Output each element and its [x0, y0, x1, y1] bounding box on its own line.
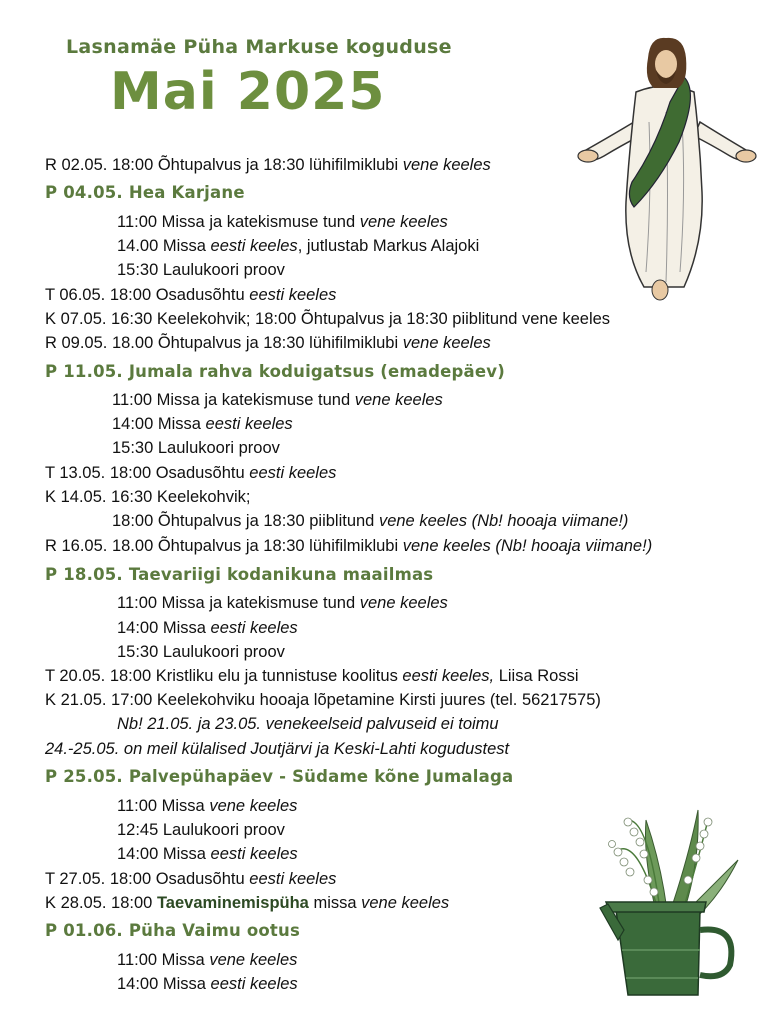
entry-post: Liisa Rossi	[494, 667, 579, 685]
schedule-entry	[117, 714, 499, 734]
schedule-entry	[117, 844, 298, 864]
schedule-entry	[117, 974, 298, 994]
entry-pre: 14.00 Missa	[117, 237, 211, 255]
page-title: Mai 2025	[110, 62, 386, 122]
entry-pre: 18:00 Õhtupalvus ja 18:30 piiblitund	[112, 512, 379, 530]
entry-pre: 14:00 Missa	[117, 619, 211, 637]
entry-post: , jutlustab Markus Alajoki	[297, 237, 480, 255]
lily-of-the-valley-watering-can	[588, 800, 748, 1000]
schedule-entry	[45, 487, 250, 507]
entry-pre: T 20.05. 18:00 Kristliku elu ja tunnistuse koolitus	[45, 667, 403, 685]
schedule-entry	[45, 309, 610, 329]
entry-it: eesti keeles	[210, 845, 298, 863]
header-subtitle: Lasnamäe Püha Markuse koguduse	[66, 36, 452, 58]
entry-pre: 12:45 Laulukoori proov	[117, 821, 285, 839]
sunday-heading: P 01.06. Püha Vaimu ootus	[45, 921, 300, 940]
schedule-entry	[112, 390, 443, 410]
entry-pre: 15:30 Laulukoori proov	[112, 439, 280, 457]
entry-it: eesti keeles	[210, 237, 298, 255]
entry-it: vene keeles	[402, 156, 491, 174]
entry-it: eesti keeles	[210, 975, 298, 993]
entry-it: vene keeles (Nb! hooaja viimane!)	[378, 512, 629, 530]
entry-pre: 14:00 Missa	[117, 975, 211, 993]
entry-bold: Taevaminemispüha	[156, 894, 309, 912]
entry-pre: K 14.05. 16:30 Keelekohvik;	[45, 488, 251, 506]
entry-it: eesti keeles	[249, 286, 337, 304]
entry-pre: R 09.05. 18.00 Õhtupalvus ja 18:30 lühifilmiklubi	[45, 334, 403, 352]
sunday-heading: P 18.05. Taevariigi kodanikuna maailmas	[45, 565, 434, 584]
schedule-entry	[45, 285, 336, 305]
entry-it: 24.-25.05. on meil külalised Joutjärvi ja Keski-Lahti kogudustest	[45, 740, 510, 758]
jesus-illustration	[574, 32, 760, 307]
entry-it: vene keeles (Nb! hooaja viimane!)	[402, 537, 653, 555]
schedule-entry	[117, 950, 297, 970]
sunday-heading: P 11.05. Jumala rahva koduigatsus (emadepäev)	[45, 362, 505, 381]
schedule-entry	[117, 618, 298, 638]
schedule-entry	[45, 155, 491, 175]
schedule-entry	[117, 212, 448, 232]
schedule-entry	[45, 463, 336, 483]
schedule-entry	[112, 511, 628, 531]
schedule-entry	[117, 642, 285, 662]
entry-it: eesti keeles	[249, 464, 337, 482]
schedule-entry	[45, 690, 601, 710]
schedule-entry	[112, 438, 280, 458]
entry-pre: 11:00 Missa	[117, 797, 210, 815]
entry-pre: 11:00 Missa	[117, 951, 210, 969]
schedule-entry	[45, 739, 509, 759]
schedule-entry	[45, 536, 652, 556]
schedule-entry	[45, 893, 449, 913]
entry-it: Nb! 21.05. ja 23.05. venekeelseid palvuseid ei toimu	[117, 715, 499, 733]
entry-pre: R 02.05. 18:00 Õhtupalvus ja 18:30 lühifilmiklubi	[45, 156, 403, 174]
schedule-entry	[45, 333, 491, 353]
schedule-entry	[45, 869, 336, 889]
entry-pre: R 16.05. 18.00 Õhtupalvus ja 18:30 lühifilmiklubi	[45, 537, 403, 555]
entry-it: vene keeles	[359, 213, 448, 231]
entry-it: eesti keeles	[205, 415, 293, 433]
entry-pre: 15:30 Laulukoori proov	[117, 643, 285, 661]
schedule-entry	[117, 260, 285, 280]
sunday-heading: P 25.05. Palvepühapäev - Südame kõne Jumalaga	[45, 767, 514, 786]
entry-pre: T 06.05. 18:00 Osadusõhtu	[45, 286, 250, 304]
entry-it: vene keeles	[361, 894, 450, 912]
schedule-entry	[112, 414, 293, 434]
schedule-entry	[117, 820, 285, 840]
entry-it: eesti keeles	[210, 619, 298, 637]
entry-pre: 15:30 Laulukoori proov	[117, 261, 285, 279]
entry-it: vene keeles	[402, 334, 491, 352]
entry-pre: 14:00 Missa	[117, 845, 211, 863]
entry-pre: 14:00 Missa	[112, 415, 206, 433]
entry-it: eesti keeles,	[402, 667, 495, 685]
entry-it: vene keeles	[209, 797, 298, 815]
entry-pre: K 21.05. 17:00 Keelekohviku hooaja lõpetamine Kirsti juures (tel. 56217575)	[45, 691, 601, 709]
entry-pre: 11:00 Missa ja katekismuse tund	[117, 594, 360, 612]
schedule-entry	[117, 796, 297, 816]
sunday-heading: P 04.05. Hea Karjane	[45, 183, 245, 202]
entry-pre: K 28.05. 18:00	[45, 894, 157, 912]
entry-pre: T 13.05. 18:00 Osadusõhtu	[45, 464, 250, 482]
entry-it: vene keeles	[209, 951, 298, 969]
schedule-entry	[117, 593, 448, 613]
entry-it: vene keeles	[359, 594, 448, 612]
schedule-entry	[117, 236, 479, 256]
entry-pre: K 07.05. 16:30 Keelekohvik; 18:00 Õhtupalvus ja 18:30 piiblitund vene keeles	[45, 310, 611, 328]
entry-pre: T 27.05. 18:00 Osadusõhtu	[45, 870, 250, 888]
entry-pre: 11:00 Missa ja katekismuse tund	[117, 213, 360, 231]
entry-it: vene keeles	[354, 391, 443, 409]
entry-pre: 11:00 Missa ja katekismuse tund	[112, 391, 355, 409]
entry-it: eesti keeles	[249, 870, 337, 888]
entry-pre2: missa	[308, 894, 362, 912]
schedule-entry	[45, 666, 579, 686]
